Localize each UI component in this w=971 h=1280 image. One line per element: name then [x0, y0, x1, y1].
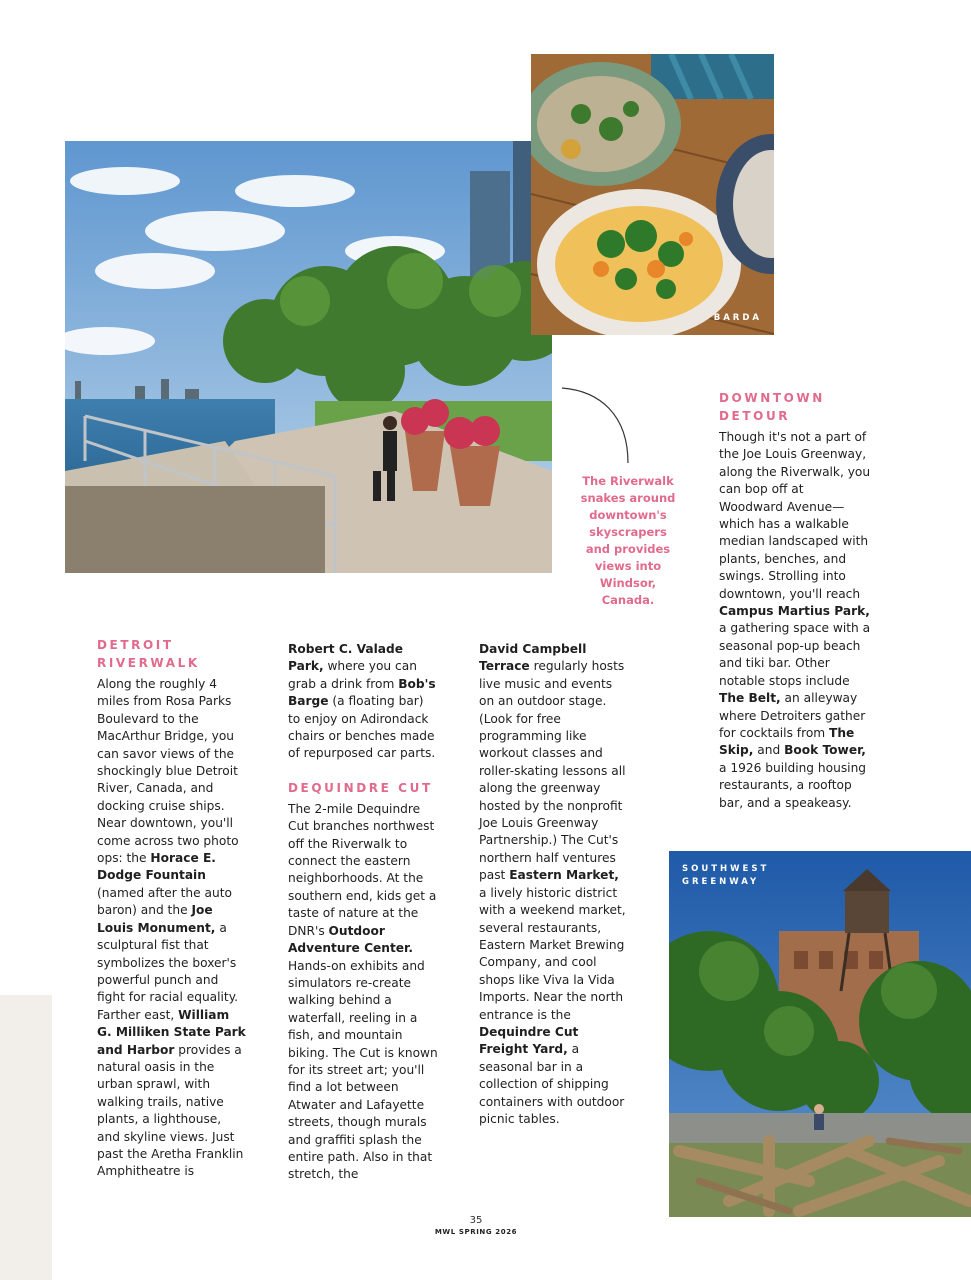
barda-credit: BARDA	[713, 313, 762, 323]
body-text: provides a natural oasis in the urban sprawl, with walking trails, native plants, a lighthouse, and skyline views. Just past the Aretha Franklin Amphitheatre is	[97, 1042, 244, 1179]
body-text: an alleyway where Detroiters gather for cocktails from	[719, 691, 866, 740]
caption-pointer-curve	[560, 385, 635, 465]
southwest-greenway-photo	[669, 851, 971, 1217]
detroit-riverwalk-body	[97, 676, 247, 1181]
column-3	[479, 641, 629, 1128]
body-text: where you can grab a drink from	[288, 659, 417, 691]
downtown-detour-heading	[719, 389, 871, 425]
southwest-credit-line-2: GREENWAY	[682, 877, 760, 887]
body-text: Along the roughly 4 miles from Rosa Parks Boulevard to the MacArthur Bridge, you can savor views of the shockingly blue Detroit River, Canada, and docking cruise ships. Near downtown, you'll come across two photo ops: the	[97, 677, 239, 866]
milliken-state-park-name: William G. Milliken State Park and Harbor	[97, 1007, 246, 1057]
downtown-detour-section	[719, 389, 871, 812]
downtown-detour-heading-line-1: DOWNTOWN	[719, 391, 825, 405]
david-campbell-terrace-name: David Campbell Terrace	[479, 642, 587, 674]
body-text: a seasonal bar in a collection of shipping containers with outdoor picnic tables.	[479, 1042, 625, 1126]
downtown-detour-body	[719, 429, 871, 812]
detroit-riverwalk-heading-line-2: RIVERWALK	[97, 656, 200, 670]
body-text: a gathering space with a seasonal pop-up beach and tiki bar. Other notable stops include	[719, 621, 871, 688]
body-text: a 1926 building housing restaurants, a rooftop bar, and a speakeasy.	[719, 760, 867, 810]
detroit-riverwalk-heading-line-1: DETROIT	[97, 638, 174, 652]
riverwalk-photo	[65, 141, 552, 573]
southwest-credit-line-1: SOUTHWEST	[682, 864, 770, 874]
downtown-detour-heading-line-2: DETOUR	[719, 409, 791, 423]
dequindre-cut-body-continued	[479, 641, 629, 1128]
page-number: 35	[469, 1215, 483, 1226]
column-2	[288, 641, 438, 1184]
dequindre-cut-body	[288, 801, 438, 1184]
barda-food-photo	[531, 54, 774, 335]
magazine-issue: MWL SPRING 2026	[434, 1228, 518, 1236]
riverwalk-photo-caption: The Riverwalk snakes around downtown's skyscrapers and provides views into Windsor, Canada.	[580, 474, 676, 607]
body-text: Hands-on exhibits and simulators re-create walking behind a waterfall, reeling in a fish, and mountain biking. The Cut is known for its street art; you'll find a lot between Atwater and Lafayette streets, though murals and graffiti splash the entire path. Also in that stretch, the	[288, 958, 438, 1182]
campus-martius-park-name: Campus Martius Park,	[719, 604, 870, 619]
detroit-riverwalk-body-continued	[288, 641, 438, 763]
margin-strip	[0, 995, 52, 1280]
detroit-riverwalk-heading	[97, 636, 247, 672]
joe-louis-monument-name: Joe Louis Monument,	[97, 903, 216, 935]
body-text: The 2-mile Dequindre Cut branches northwest off the Riverwalk to connect the eastern neighborhoods. At the southern end, kids get a taste of nature at the DNR's	[288, 801, 437, 938]
page-folio	[380, 1214, 572, 1238]
eastern-market-name: Eastern Market,	[509, 868, 619, 883]
book-tower-name: Book Tower,	[784, 743, 866, 758]
bobs-barge-name: Bob's Barge	[288, 676, 436, 709]
body-text: (a floating bar) to enjoy on Adirondack chairs or benches made of repurposed car parts.	[288, 694, 436, 761]
body-text: (named after the auto baron) and the	[97, 885, 232, 918]
dequindre-cut-heading: DEQUINDRE CUT	[288, 780, 433, 795]
body-text: and	[753, 743, 785, 758]
the-belt-name: The Belt,	[719, 691, 781, 706]
body-text: regularly hosts live music and events on an outdoor stage. (Look for free programming like workout classes and roller-skating lessons all along the greenway hosted by the nonprofit Joe Louis Greenway Partnership.) The Cut's northern half ventures past	[479, 659, 626, 883]
body-text: a lively historic district with a weekend market, several restaurants, Eastern Market Brewing Company, and cool shops like Viva la Vida Imports. Near the north entrance is the	[479, 885, 626, 1022]
body-text: Though it's not a part of the Joe Louis Greenway, along the Riverwalk, you can bop off at Woodward Avenue—which has a walkable median landscaped with plants, benches, and swings. Strolling into downtown, you'll reach	[719, 430, 871, 601]
body-text: a sculptural fist that symbolizes the boxer's powerful punch and fight for racial equality. Farther east,	[97, 920, 239, 1022]
outdoor-adventure-center-name: Outdoor Adventure Center.	[288, 923, 413, 956]
the-skip-name: The Skip,	[719, 725, 855, 758]
southwest-greenway-credit	[682, 863, 769, 889]
freight-yard-name: Dequindre Cut Freight Yard,	[479, 1024, 579, 1057]
dodge-fountain-name: Horace E. Dodge Fountain	[97, 851, 216, 883]
detroit-riverwalk-section	[97, 636, 247, 1181]
valade-park-name: Robert C. Valade Park,	[288, 642, 404, 674]
